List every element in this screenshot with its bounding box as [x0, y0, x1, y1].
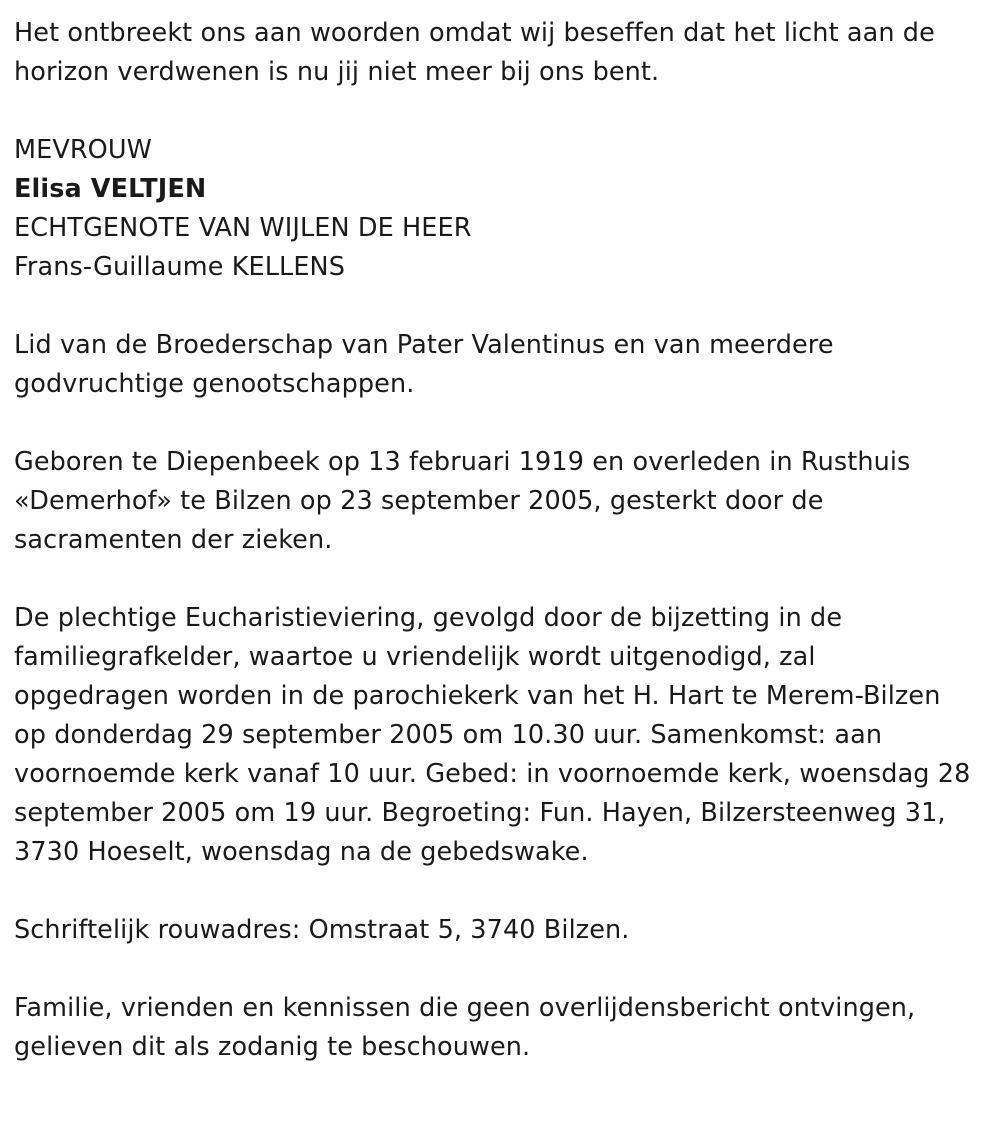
spouse-name: Frans-Guillaume KELLENS: [14, 252, 346, 282]
spacer: [14, 560, 978, 599]
closing-paragraph: Familie, vrienden en kennissen die geen overlijdensbericht ontvingen, gelieven dit als zodanig te beschouwen.: [14, 993, 916, 1062]
spacer: [14, 950, 978, 989]
membership-paragraph: Lid van de Broederschap van Pater Valentinus en van meerdere godvruchtige genootschappen.: [14, 330, 834, 399]
intro-paragraph: Het ontbreekt ons aan woorden omdat wij beseffen dat het licht aan de horizon verdwenen is nu jij niet meer bij ons bent.: [14, 18, 935, 87]
spacer: [14, 872, 978, 911]
spacer: [14, 404, 978, 443]
correspondence-address: Schriftelijk rouwadres: Omstraat 5, 3740 Bilzen.: [14, 915, 630, 945]
spacer: [14, 92, 978, 131]
deceased-name: Elisa VELTJEN: [14, 174, 207, 204]
birth-death-paragraph: Geboren te Diepenbeek op 13 februari 1919 en overleden in Rusthuis «Demerhof» te Bilzen op 23 september 2005, gesterkt door de sacramenten der zieken.: [14, 447, 911, 555]
salutation-line: MEVROUW: [14, 135, 152, 165]
spacer: [14, 287, 978, 326]
spouse-relation-label: ECHTGENOTE VAN WIJLEN DE HEER: [14, 213, 472, 243]
service-details-paragraph: De plechtige Eucharistieviering, gevolgd door de bijzetting in de familiegrafkelder, waartoe u vriendelijk wordt uitgenodigd, zal opgedragen worden in de parochiekerk van het H. Hart te Merem-Bilzen op donderdag 29 september 2005 om 10.30 uur. Samenkomst: aan voornoemde kerk vanaf 10 uur. Gebed: in voornoemde kerk, woensdag 28 september 2005 om 19 uur. Begroeting: Fun. Hayen, Bilzersteenweg 31, 3730 Hoeselt, woensdag na de gebedswake.: [14, 603, 971, 867]
